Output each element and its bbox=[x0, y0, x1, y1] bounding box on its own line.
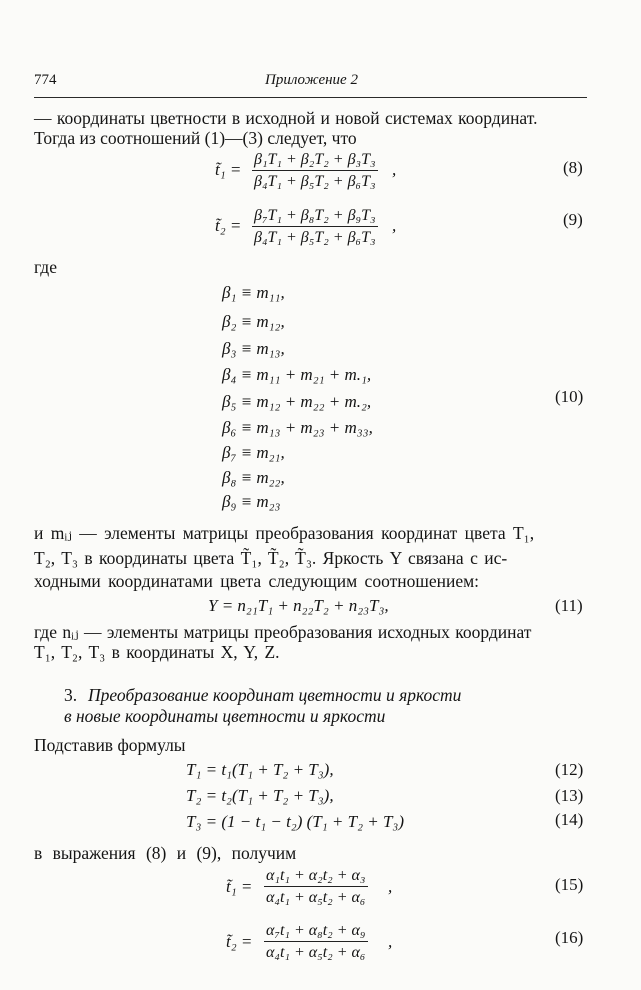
equation-10-line: β₆ ≡ m₁₃ + m₂₃ + m₃₃, bbox=[222, 418, 373, 437]
equation-10-line: β₅ ≡ m₁₂ + m₂₂ + m.₂, bbox=[222, 392, 372, 411]
fraction-denominator: β₄T₁ + β₅T₂ + β₆T₃ bbox=[254, 229, 376, 246]
paragraph-line: в выражения (8) и (9), получим bbox=[34, 843, 297, 863]
paragraph-line: ходными координатами цвета следующим соотношением: bbox=[34, 571, 480, 591]
equation-9-fraction bbox=[252, 206, 378, 247]
paragraph-line: Тогда из соотношений (1)—(3) следует, что bbox=[34, 128, 357, 148]
equation-number-8: (8) bbox=[563, 158, 583, 177]
equation-13: T₂ = t₂(T₁ + T₂ + T₃), bbox=[186, 786, 334, 805]
fraction-denominator: α₄t₁ + α₅t₂ + α₆ bbox=[266, 889, 366, 906]
equation-8-lhs: t̃₁ = bbox=[215, 160, 242, 179]
where-word: где bbox=[34, 257, 57, 277]
fraction-numerator: β₇T₁ + β₈T₂ + β₉T₃ bbox=[252, 206, 378, 227]
equation-10-line: β₃ ≡ m₁₃, bbox=[222, 339, 285, 358]
running-title: Приложение 2 bbox=[265, 72, 358, 88]
paragraph-line: T₁, T₂, T₃ в координаты X, Y, Z. bbox=[34, 642, 280, 662]
equation-number-16: (16) bbox=[555, 928, 584, 947]
equation-9-tail: , bbox=[392, 216, 397, 235]
header-rule bbox=[34, 97, 587, 98]
page-number: 774 bbox=[34, 72, 57, 88]
equation-number-13: (13) bbox=[555, 786, 584, 805]
section-title-line: в новые координаты цветности и яркости bbox=[64, 706, 386, 726]
equation-10-line: β₉ ≡ m₂₃ bbox=[222, 492, 281, 511]
equation-12: T₁ = t₁(T₁ + T₂ + T₃), bbox=[186, 760, 334, 779]
fraction-numerator: β₁T₁ + β₂T₂ + β₃T₃ bbox=[252, 150, 378, 171]
paragraph-line: и mᵢⱼ — элементы матрицы преобразования координат цвета T₁, bbox=[34, 523, 535, 543]
fraction-denominator: α₄t₁ + α₅t₂ + α₆ bbox=[266, 944, 366, 961]
equation-10-line: β₂ ≡ m₁₂, bbox=[222, 312, 285, 331]
equation-10-line: β₁ ≡ m₁₁, bbox=[222, 283, 285, 302]
equation-10-line: β₄ ≡ m₁₁ + m₂₁ + m.₁, bbox=[222, 365, 372, 384]
equation-16-tail: , bbox=[388, 932, 393, 951]
fraction-denominator: β₄T₁ + β₅T₂ + β₆T₃ bbox=[254, 173, 376, 190]
paragraph-line: T₂, T₃ в координаты цвета T̃₁, T̃₂, T̃₃. Яркость Y связана с ис- bbox=[34, 548, 508, 568]
equation-10-line: β₈ ≡ m₂₂, bbox=[222, 468, 285, 487]
equation-15-fraction bbox=[264, 866, 368, 907]
equation-number-15: (15) bbox=[555, 875, 584, 894]
equation-16-lhs: t̃₂ = bbox=[226, 932, 253, 951]
equation-10-line: β₇ ≡ m₂₁, bbox=[222, 443, 285, 462]
equation-8-fraction bbox=[252, 150, 378, 191]
paragraph-line: — координаты цветности в исходной и новой системах координат. bbox=[34, 108, 538, 128]
equation-15-tail: , bbox=[388, 877, 393, 896]
equation-8-tail: , bbox=[392, 160, 397, 179]
paragraph-line: где nᵢⱼ — элементы матрицы преобразования исходных координат bbox=[34, 622, 532, 642]
equation-number-9: (9) bbox=[563, 210, 583, 229]
equation-14: T₃ = (1 − t₁ − t₂) (T₁ + T₂ + T₃) bbox=[186, 812, 404, 831]
fraction-numerator: α₇t₁ + α₈t₂ + α₉ bbox=[264, 921, 368, 942]
equation-11: Y = n₂₁T₁ + n₂₂T₂ + n₂₃T₃, bbox=[208, 596, 389, 615]
paragraph-line: Подставив формулы bbox=[34, 735, 186, 755]
equation-15-lhs: t̃₁ = bbox=[226, 877, 253, 896]
equation-number-11: (11) bbox=[555, 596, 583, 615]
fraction-numerator: α₁t₁ + α₂t₂ + α₃ bbox=[264, 866, 368, 887]
section-number: 3. bbox=[64, 685, 78, 705]
equation-16-fraction bbox=[264, 921, 368, 962]
equation-number-12: (12) bbox=[555, 760, 584, 779]
equation-number-14: (14) bbox=[555, 810, 584, 829]
section-title-line: Преобразование координат цветности и яркости bbox=[88, 685, 462, 705]
equation-number-10: (10) bbox=[555, 387, 584, 406]
equation-9-lhs: t̃₂ = bbox=[215, 216, 242, 235]
